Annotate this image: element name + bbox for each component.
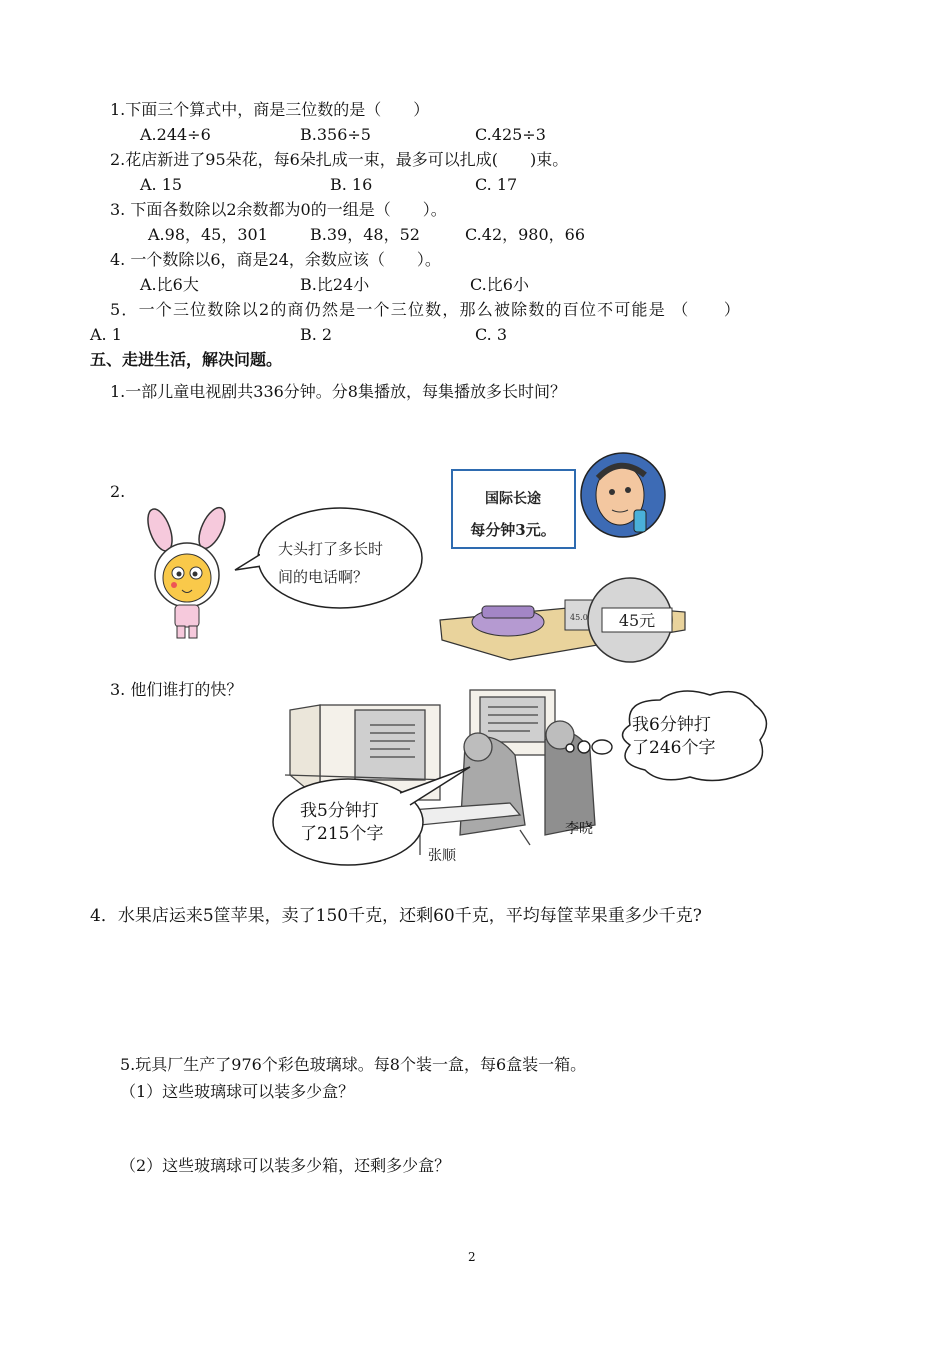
page-number: 2	[468, 1250, 476, 1264]
rate-sign-line2: 每分钟3元。	[470, 521, 556, 539]
zhangshun-name: 张顺	[428, 848, 456, 864]
bunny-speech-bubble	[235, 508, 422, 608]
problem-2-illustration	[130, 440, 690, 670]
q4-option-c: C.比6小	[470, 275, 529, 294]
q5-option-a: A. 1	[90, 325, 122, 344]
bunny-bubble-line1: 大头打了多长时	[278, 540, 384, 558]
q3-option-c: C.42，980，66	[465, 225, 586, 244]
q4-option-a: A.比6大	[140, 275, 199, 294]
q1-option-a: A.244÷6	[140, 125, 211, 144]
lixiao-bubble-line1: 我6分钟打	[632, 715, 711, 735]
q5-option-c: C. 3	[475, 325, 508, 344]
man-on-phone-icon	[581, 453, 665, 537]
q3-stem: 3. 下面各数除以2余数都为0的一组是（ ）。	[110, 200, 447, 219]
lixiao-name: 李晓	[565, 821, 593, 837]
problem-3-stem: 3. 他们谁打的快？	[110, 680, 243, 699]
q5-stem: 5．一个三位数除以2的商仍然是一个三位数，那么被除数的百位不可能是 （ ）	[110, 300, 742, 319]
zhangshun-bubble-line1: 我5分钟打	[300, 801, 379, 821]
q3-option-a: A.98，45，301	[148, 225, 268, 244]
problem-2-number: 2.	[110, 482, 126, 501]
q1-option-b: B.356÷5	[300, 125, 371, 144]
section-heading: 五、走进生活，解决问题。	[90, 350, 283, 369]
q1-stem: 1.下面三个算式中，商是三位数的是（ ）	[110, 100, 430, 119]
problem-1: 1.一部儿童电视剧共336分钟。分8集播放，每集播放多长时间？	[110, 382, 566, 401]
q4-option-b: B.比24小	[300, 275, 370, 294]
q2-option-a: A. 15	[140, 175, 183, 194]
q1-option-c: C.425÷3	[475, 125, 546, 144]
bunny-bubble-line2: 间的电话啊？	[278, 568, 369, 586]
q2-stem: 2.花店新进了95朵花，每6朵扎成一束，最多可以扎成( )束。	[110, 150, 569, 169]
zhangshun-bubble-line2: 了215个字	[300, 824, 384, 844]
bunny-character-icon	[143, 504, 230, 638]
problem-5-question-2: （2）这些玻璃球可以装多少箱，还剩多少盒？	[120, 1156, 451, 1175]
lixiao-thought-bubble	[566, 691, 766, 781]
q5-option-b: B. 2	[300, 325, 333, 344]
q2-option-c: C. 17	[475, 175, 518, 194]
rate-sign-line1: 国际长途	[485, 491, 541, 507]
q4-stem: 4. 一个数除以6，商是24，余数应该（ ）。	[110, 250, 441, 269]
problem-3-illustration	[260, 685, 780, 870]
problem-5-stem: 5.玩具厂生产了976个彩色玻璃球。每8个装一盒，每6盒装一箱。	[120, 1055, 587, 1074]
problem-5-question-1: （1）这些玻璃球可以装多少盒？	[120, 1082, 355, 1101]
problem-4: 4．水果店运来5筐苹果，卖了150千克，还剩60千克，平均每筐苹果重多少千克?	[90, 906, 702, 926]
q3-option-b: B.39，48，52	[310, 225, 420, 244]
meter-readout: 45元	[618, 611, 656, 630]
q2-option-b: B. 16	[330, 175, 373, 194]
lixiao-bubble-line2: 了246个字	[632, 738, 716, 758]
meter-small-readout: 45.0	[570, 613, 588, 622]
